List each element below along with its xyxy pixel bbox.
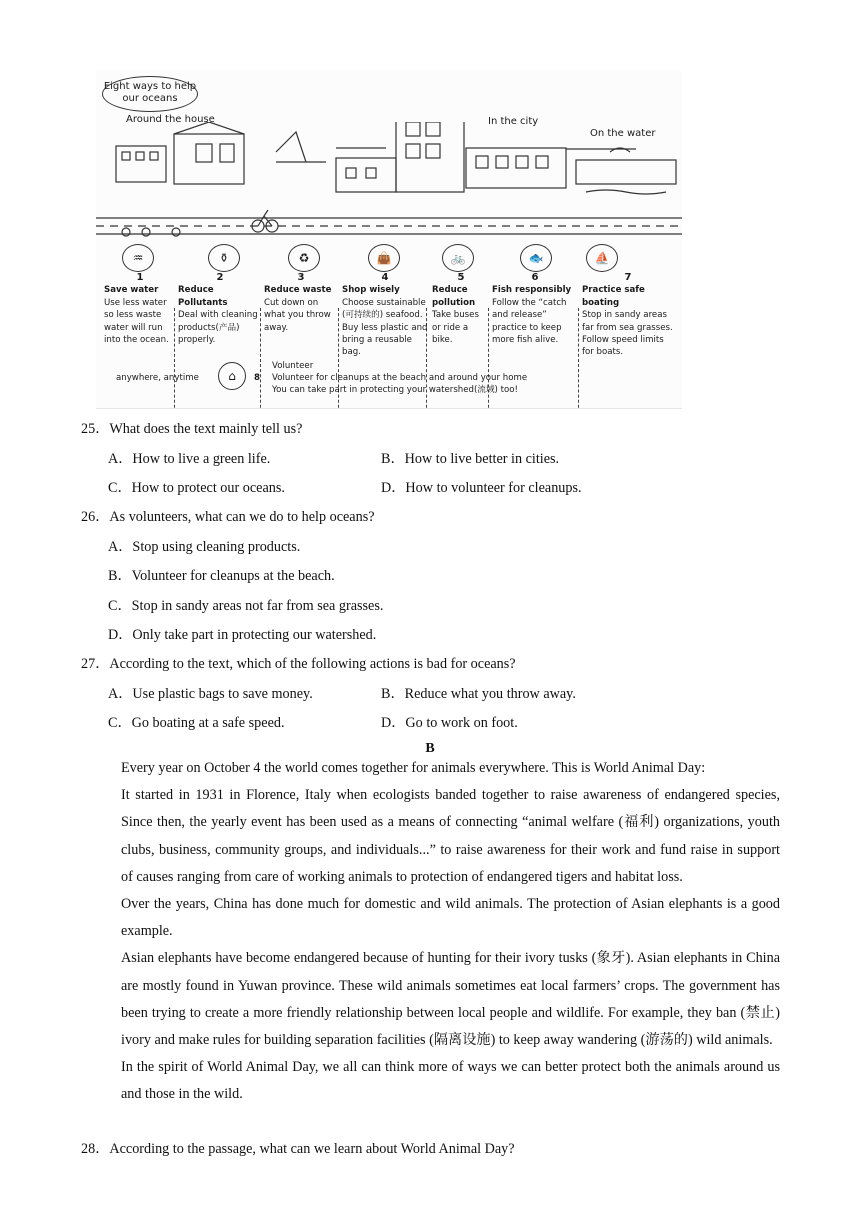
building-icon: ⌂ [218,362,246,390]
bike-icon: 🚲 [442,244,474,272]
option-25a[interactable]: A．How to live a green life. [108,451,271,467]
recycle-icon: ♻ [288,244,320,272]
question-28: 28．According to the passage, what can we learn about World Animal Day? [81,1141,515,1157]
question-25: 25．What does the text mainly tell us? [81,421,303,437]
way-number: 6 [531,272,539,283]
volunteer-line1: Volunteer for cleanups at the beach and around your home [272,373,528,383]
faucet-icon: ♒ [122,244,154,272]
way-heading: Reduce waste [264,285,332,296]
way-number: 1 [136,272,144,283]
passage [81,755,780,1109]
volunteer-line2: You can take part in protecting your watershed(流域) too! [272,385,518,395]
question-27: 27．According to the text, which of the following actions is bad for oceans? [81,656,516,672]
volunteer-heading: Volunteer [272,361,314,371]
way-item [432,242,490,346]
option-27b[interactable]: B．Reduce what you throw away. [381,686,576,702]
section-b-heading: B [425,741,435,756]
option-26a[interactable]: A．Stop using cleaning products. [108,539,301,555]
option-27a[interactable]: A．Use plastic bags to save money. [108,686,313,702]
option-27d[interactable]: D．Go to work on foot. [381,715,518,731]
volunteer-where: anywhere, anytime [116,373,199,383]
section-label-city: In the city [488,116,539,127]
option-26d[interactable]: D．Only take part in protecting our watershed. [108,627,377,643]
volunteer-number: 8 [254,373,260,383]
volunteer-row [114,360,674,404]
option-25d[interactable]: D．How to volunteer for cleanups. [381,480,582,496]
way-text: Stop in sandy areas far from sea grasses. Follow speed limits for boats. [582,310,673,358]
way-number: 5 [457,272,465,283]
way-text: Take buses or ride a bike. [432,310,479,346]
way-item [492,242,578,346]
ocean-infographic [96,70,682,409]
boat-icon: ⛵ [586,244,618,272]
way-text: Deal with cleaning products(产品) properly. [178,310,258,346]
way-text: Use less water so less waste water will run into the ocean. [104,297,169,346]
way-text: Cut down on what you throw away. [264,297,331,333]
way-item [342,242,428,359]
way-heading: Save water [104,285,159,296]
way-heading: Practice safe boating [582,285,645,308]
way-heading: Reduce Pollutants [178,285,228,308]
way-number: 3 [297,272,305,283]
paragraph: Every year on October 4 the world comes together for animals everywhere. This is World Animal Day: [121,760,706,776]
question-26: 26．As volunteers, what can we do to help oceans? [81,509,375,525]
paragraph: It started in 1931 in Florence, Italy when ecologists banded together to raise awareness of endangered species, Since then, the yearly event has been used as a means of connecting “animal welfare (福利) organizations, youth clubs, business, community groups, and individuals...” to raise awareness for their work and fund raise in support of causes ranging from care of working animals to protection of endangered tigers and habitat loss. [121,787,780,885]
fish-icon: 🐟 [520,244,552,272]
option-26b[interactable]: B．Volunteer for cleanups at the beach. [108,568,335,584]
bottle-icon: ⚱ [208,244,240,272]
paragraph: Asian elephants have become endangered because of hunting for their ivory tusks (象牙). Asian elephants in China are mostly found in Yuwan province. These wild animals sometimes eat local farmers’ crops. The government has been trying to create a more friendly relationship between local people and wildlife. For example, they ban (禁止) ivory and make rules for building separation facilities (隔离设施) to keep away wandering (游荡的) wild animals. [121,950,780,1049]
infographic-title: Eight ways to help our oceans [102,76,198,112]
section-label-house: Around the house [126,114,215,125]
way-number: 7 [624,272,632,283]
way-number: 2 [216,272,224,283]
option-25c[interactable]: C．How to protect our oceans. [108,480,285,496]
paragraph: In the spirit of World Animal Day, we all can think more of ways we can better protect both the animals around us and those in the wild. [121,1059,780,1103]
option-27c[interactable]: C．Go boating at a safe speed. [108,715,285,731]
way-item [104,242,176,346]
bag-icon: 👜 [368,244,400,272]
way-heading: Shop wisely [342,285,400,296]
way-heading: Reduce pollution [432,285,476,308]
way-item [264,242,338,334]
way-heading: Fish responsibly [492,285,572,296]
way-number: 4 [381,272,389,283]
option-26c[interactable]: C．Stop in sandy areas not far from sea grasses. [108,598,384,614]
ways-columns [100,242,678,372]
section-label-water: On the water [590,128,656,139]
option-25b[interactable]: B．How to live better in cities. [381,451,560,467]
paragraph: Over the years, China has done much for domestic and wild animals. The protection of Asian elephants is a good example. [121,896,780,940]
way-item [178,242,262,346]
way-text: Choose sustainable (可持续的) seafood. Buy less plastic and bring a reusable bag. [342,297,428,358]
way-text: Follow the “catch and release” practice to keep more fish alive. [492,297,567,346]
way-item [582,242,674,359]
